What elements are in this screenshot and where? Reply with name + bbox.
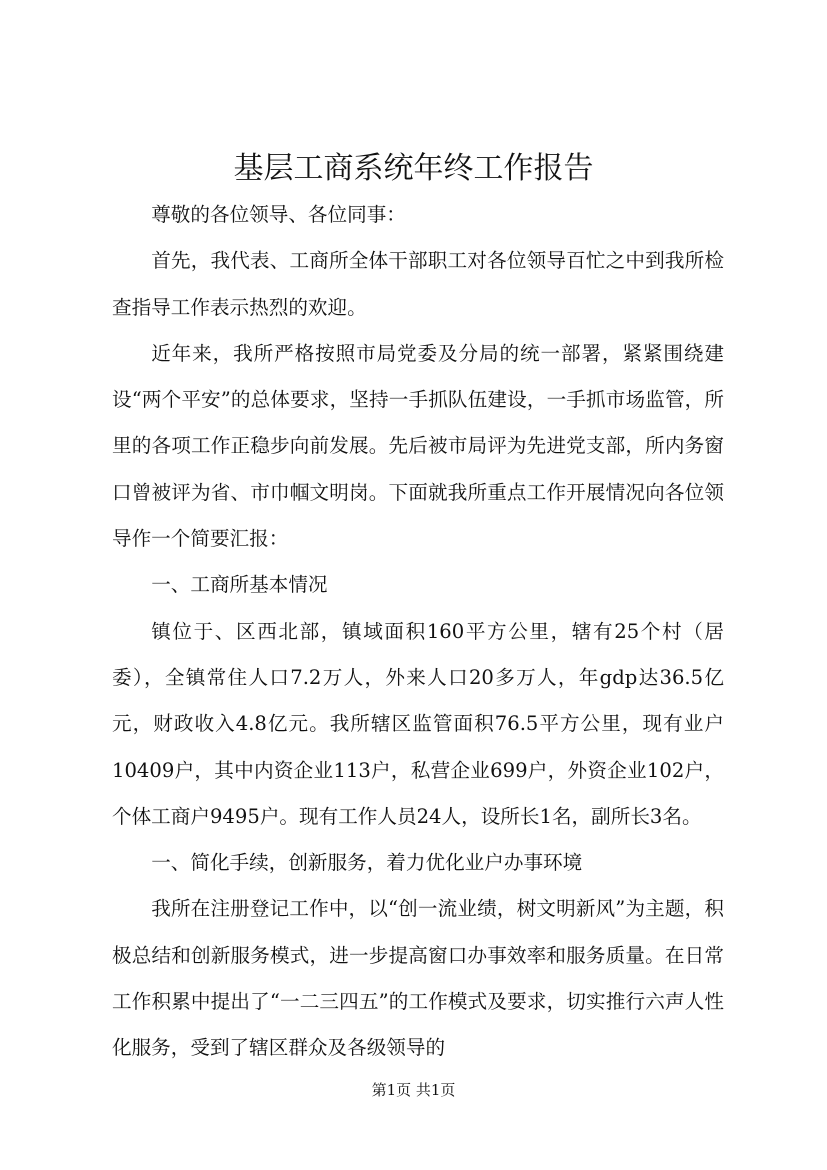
- service-paragraph: 我所在注册登记工作中，以“创一流业绩，树文明新风”为主题，积极总结和创新服务模式，进一步提高窗口办事效率和服务质量。在日常工作积累中提出了“一二三四五”的工作模式及要求，切实推行六声人性化服务，受到了辖区群众及各级领导的: [112, 897, 724, 1060]
- salutation-paragraph: 尊敬的各位领导、各位同事：: [151, 203, 406, 226]
- basic-situation-paragraph: 镇位于、区西北部，镇域面积160平方公里，辖有25个村（居委），全镇常住人口7.2万人，外来人口20多万人，年gdp达36.5亿元，财政收入4.8亿元。我所辖区监管面积76.5平方公里，现有业户10409户，其中内资企业113户，私营企业699户，外资企业102户，个体工商户9495户。现有工作人员24人，设所长1名，副所长3名。: [112, 619, 724, 828]
- document-body: [112, 192, 724, 1072]
- section-heading-basic-situation: 一、工商所基本情况: [151, 573, 328, 597]
- page-title: 基层工商系统年终工作报告: [233, 151, 594, 186]
- overview-paragraph: 近年来，我所严格按照市局党委及分局的统一部署，紧紧围绕建设“两个平安”的总体要求，坚持一手抓队伍建设，一手抓市场监管，所里的各项工作正稳步向前发展。先后被市局评为先进党支部，所内务窗口曾被评为省、市巾帼文明岗。下面就我所重点工作开展情况向各位领导作一个简要汇报：: [112, 341, 724, 551]
- page-footer: 第1页 共1页: [371, 1081, 456, 1099]
- section-heading-service: 一、简化手续，创新服务，着力优化业户办事环境: [151, 851, 583, 875]
- welcome-paragraph: 首先，我代表、工商所全体干部职工对各位领导百忙之中到我所检查指导工作表示热烈的欢迎。: [112, 249, 724, 319]
